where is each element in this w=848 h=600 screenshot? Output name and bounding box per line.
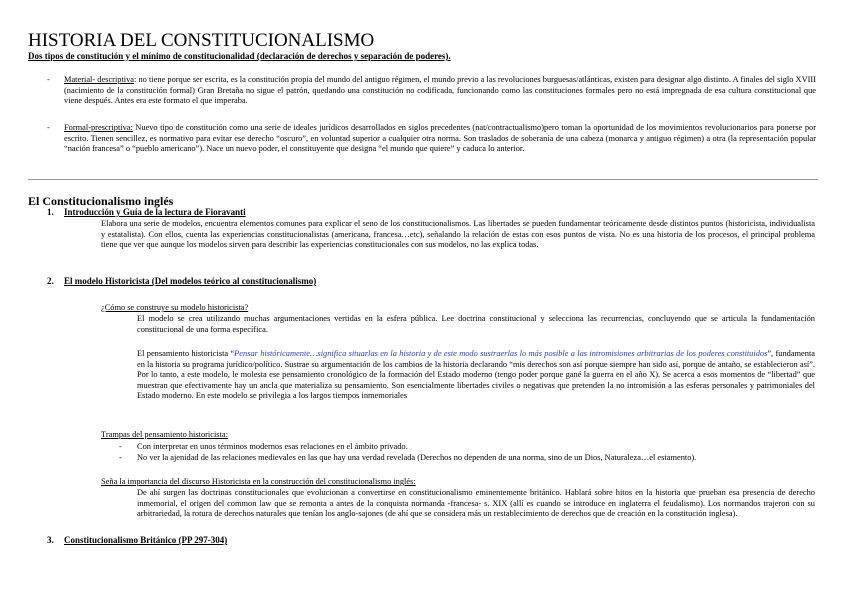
intro-label-formal: Formal-prescriptiva: — [64, 123, 133, 132]
item-heading-fioravanti: Introducción y Guía de la lectura de Fioravanti — [64, 207, 246, 217]
document-title: HISTORIA DEL CONSTITUCIONALISMO — [28, 30, 375, 51]
thought-pre: El pensamiento historicista “ — [137, 349, 235, 358]
item-number: 1. — [47, 207, 54, 217]
item-heading-historicista: El modelo Historicista (Del modelos teórico al constitucionalismo) — [64, 276, 317, 286]
bullet-dash: - — [119, 442, 122, 451]
bullet-dash: - — [47, 123, 50, 132]
document-subtitle: Dos tipos de constitución y el mínimo de constitucionalidad (declaración de derechos y separación de poderes). — [28, 51, 451, 61]
traps-label: Trampas del pensamiento historicista: — [101, 430, 228, 439]
thought-quote: Pensar históricamente…significa situarlas en la historia y de este modo sustraerlas lo más posible a las intromisiones arbitrarias de los poderes constituidos — [234, 349, 768, 358]
signal-label: Seña la importancia del discurso Historicista en la construcción del constitucionalismo inglés: — [101, 477, 416, 486]
item-text-fioravanti: Elabora una serie de modelos, encuentra elementos comunes para explicar el seno de los constitucionalismos. Las libertades se pueden fundamentar teóricamente desde distintos puntos (historicista, individualista y estatalista). Con ellos, cuenta las experiencias constitucionalistas (americana, francesa…etc), señalando la relación de estas con esos puntos de vista. No es una historia de los procesos, el principal problema tiene que ver que aunque los modelos sirven para describir las experiencias constitucionales con sus modelos, no las explica todas. — [101, 219, 815, 249]
question-text: El modelo se crea utilizando muchas argumentaciones vertidas en la esfera pública. Lee doctrina constitucional y selecciona las recurrencias, concluyendo que se articula la fundamentación constitucional de una forma específica. — [137, 314, 815, 334]
bullet-dash: - — [119, 453, 122, 462]
question-label: ¿Cómo se construye su modelo historicista? — [101, 303, 249, 312]
bullet-dash: - — [47, 75, 50, 84]
intro-text-material: : no tiene porque ser escrita, es la constitución propia del mundo del antiguo régimen, el mundo previo a las revoluciones burguesas/atlánticas, existen para designar algo distinto. A finales del siglo XVIII (nacimiento de la constitución formal) Gran Bretaña no sigue el patrón, quedando una constitución no codificada, funcionando como las constituciones formales pero no está impregnada de esa cultura constitucional que viene después. Antes era este formato el que imperaba. — [64, 75, 816, 105]
intro-label-material: Material- descriptiva — [64, 75, 135, 84]
section-title: El Constitucionalismo inglés — [28, 194, 174, 208]
thought-post: ”, fundamenta en la historia su programa jurídico/político. Sustrae su argumentación de los cambios de la historia declarando “mis derechos son así porque siempre han sido así, porque de antaño, se establecieron así”. Por lo tanto, a este modelo, le molesta ese pensamiento cronológico de la formación del Estado moderno (tengo poder porque gané la guerra en el año X). Se acerca a esos momentos de “libertad” que muestran que efectivamente hay un ancla que materializa su pensamiento. Son esencialmente libertades civiles o negativas que pretenden la no intromisión a las esferas personales y patrimoniales del Estado moderno. En este modelo se privilegia a los largos tiempos inmemoriales — [137, 349, 815, 400]
intro-text-formal: Nuevo tipo de constitución como una serie de ideales jurídicos desarrollados en siglos precedentes (nat/contractualismo)pero toman la oportunidad de los movimientos revolucionarios para ponerse por escrito. Tienen sencillez, es normativo para evitar ese derecho “oscuro”, en voluntad superior a cualquier otra norma. Son traslados de soberanía de una cabeza (monarca y antiguo régimen) a otra (la representación popular “nación francesa” o “pueblo americano”). Nace un nuevo poder, el constituyente que designa “el mundo que quiere” y caduca lo anterior. — [64, 123, 816, 153]
signal-text: De ahí surgen las doctrinas constitucionales que evolucionan a convertirse en constitucionalismo eminentemente británico. Hablará sobre hitos en la historia que prueban esa presencia de derecho inmemorial, el origen del common law que se remonta a antes de la conquista normanda -francesa- s. XIX (allí es cuando se introduce en inglaterra el feudalismo). Los normandos trajeron con su arbitrariedad, la rotura de derechos naturales que tenían los anglo-sajones (de ahí que se considera más un restablecimiento de derechos que de creación en la constitución inglesa). — [137, 488, 815, 518]
item-number: 3. — [47, 535, 54, 545]
trap-item: Con interpretar en unos términos modernos esas relaciones en el ámbito privado. — [137, 442, 408, 451]
historicist-thought-paragraph — [137, 349, 815, 402]
horizontal-divider — [28, 179, 818, 180]
item-heading-britanico: Constitucionalismo Británico (PP 297-304) — [64, 535, 228, 545]
intro-paragraph-material — [64, 75, 816, 107]
intro-paragraph-formal — [64, 123, 816, 155]
item-number: 2. — [47, 276, 54, 286]
trap-item: No ver la ajenidad de las relaciones medievales en las que hay una verdad revelada (Derechos no dependen de una norma, sino de un Dios, Naturaleza…el estamento). — [137, 453, 697, 462]
